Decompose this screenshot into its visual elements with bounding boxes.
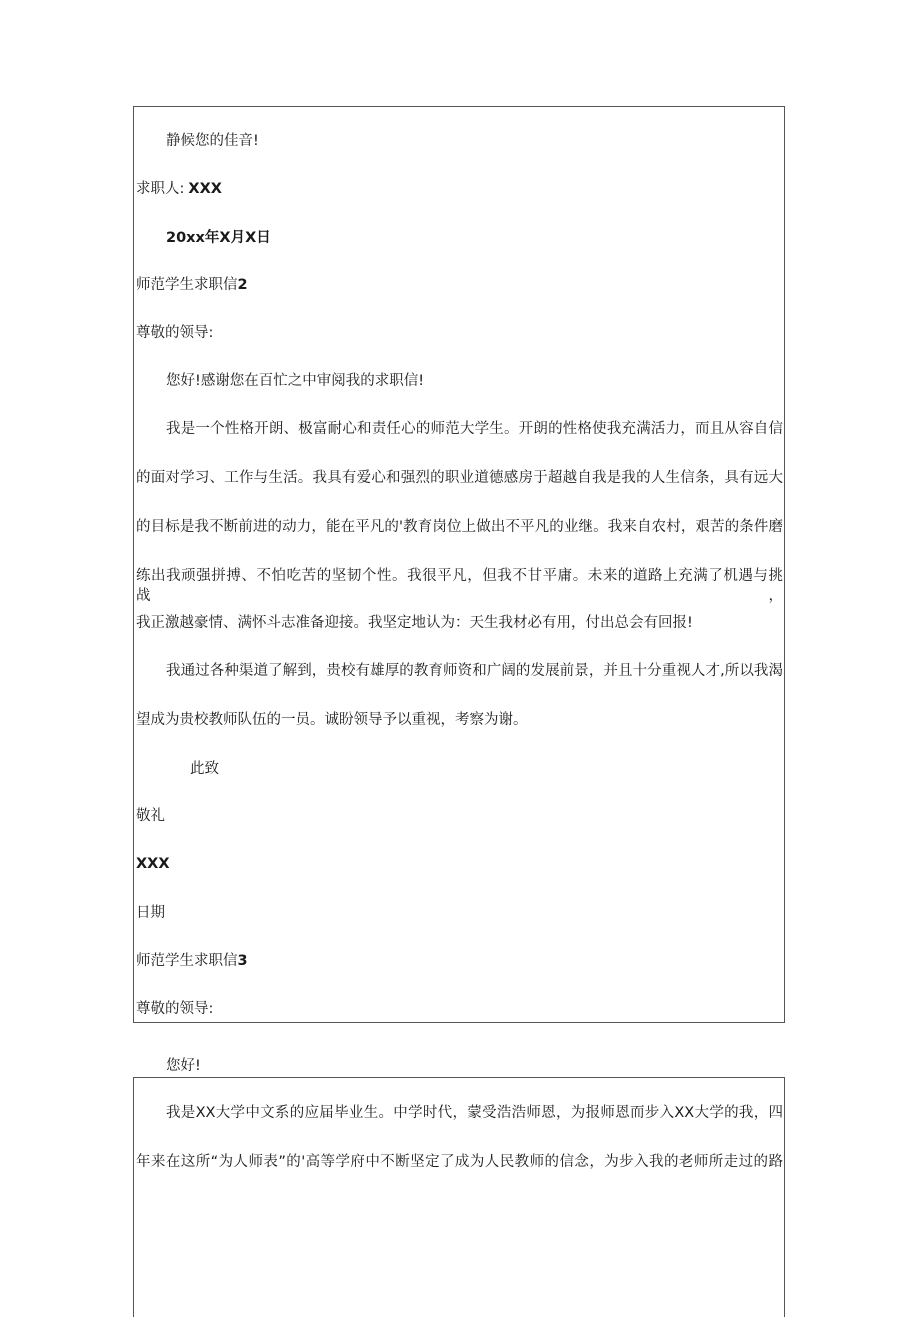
- letter2-para2-line: 我通过各种渠道了解到，贵校有雄厚的教育师资和广阔的发展前景，并且十分重视人才,所以我渴: [166, 663, 783, 679]
- letter3-para1-line: 我是XX大学中文系的应届毕业生。中学时代，蒙受浩浩师恩，为报师恩而步入XX大学的我，四: [166, 1105, 783, 1121]
- letter2-greeting: 您好!感谢您在百忙之中审阅我的求职信!: [166, 373, 425, 389]
- closing-wait: 静候您的佳音!: [166, 133, 259, 149]
- letter1-date: 20xx年X月X日: [166, 230, 271, 246]
- applicant-name: XXX: [188, 181, 222, 197]
- letter2-closing2: 敬礼: [136, 808, 165, 824]
- letter2-para1-line: 的面对学习、工作与生活。我具有爱心和强烈的职业道德感房于超越自我是我的人生信条，具有远大: [136, 470, 783, 486]
- letter2-closing1: 此致: [190, 761, 219, 777]
- applicant-label: 求职人:: [136, 181, 185, 197]
- letter2-salutation: 尊敬的领导:: [136, 325, 214, 341]
- letter2-para1-line: 我正激越豪情、满怀斗志准备迎接。我坚定地认为：天生我材必有用，付出总会有回报!: [136, 615, 693, 631]
- letter2-title-number: 2: [237, 277, 248, 293]
- letter3-title: [136, 951, 248, 971]
- letter2-signature: XXX: [136, 856, 170, 872]
- letter3-greeting: 您好!: [166, 1058, 201, 1074]
- letter2-para1-line: 我是一个性格开朗、极富耐心和责任心的师范大学生。开朗的性格使我充满活力，而且从容自信: [166, 421, 783, 437]
- letter2-para1-line: 的目标是我不断前进的动力，能在平凡的'教育岗位上做出不平凡的业继。我来自农村，艰苦的条件磨: [136, 519, 783, 535]
- letter2-date-label: 日期: [136, 905, 165, 921]
- applicant-line: [136, 179, 222, 199]
- letter2-title-text: 师范学生求职信: [136, 277, 238, 293]
- letter3-title-number: 3: [237, 953, 248, 969]
- letter3-title-text: 师范学生求职信: [136, 953, 238, 969]
- letter2-title: [136, 275, 248, 295]
- letter2-para1-line: 练出我顽强拼搏、不怕吃苦的坚韧个性。我很平凡，但我不甘平庸。未来的道路上充满了机遇与挑战，: [136, 568, 783, 604]
- letter3-para1-line: 年来在这所“为人师表”的'高等学府中不断坚定了成为人民教师的信念，为步入我的老师所走过的路: [136, 1154, 783, 1170]
- letter2-para2-line: 望成为贵校教师队伍的一员。诚盼领导予以重视，考察为谢。: [136, 712, 528, 728]
- letter3-salutation: 尊敬的领导:: [136, 1001, 214, 1017]
